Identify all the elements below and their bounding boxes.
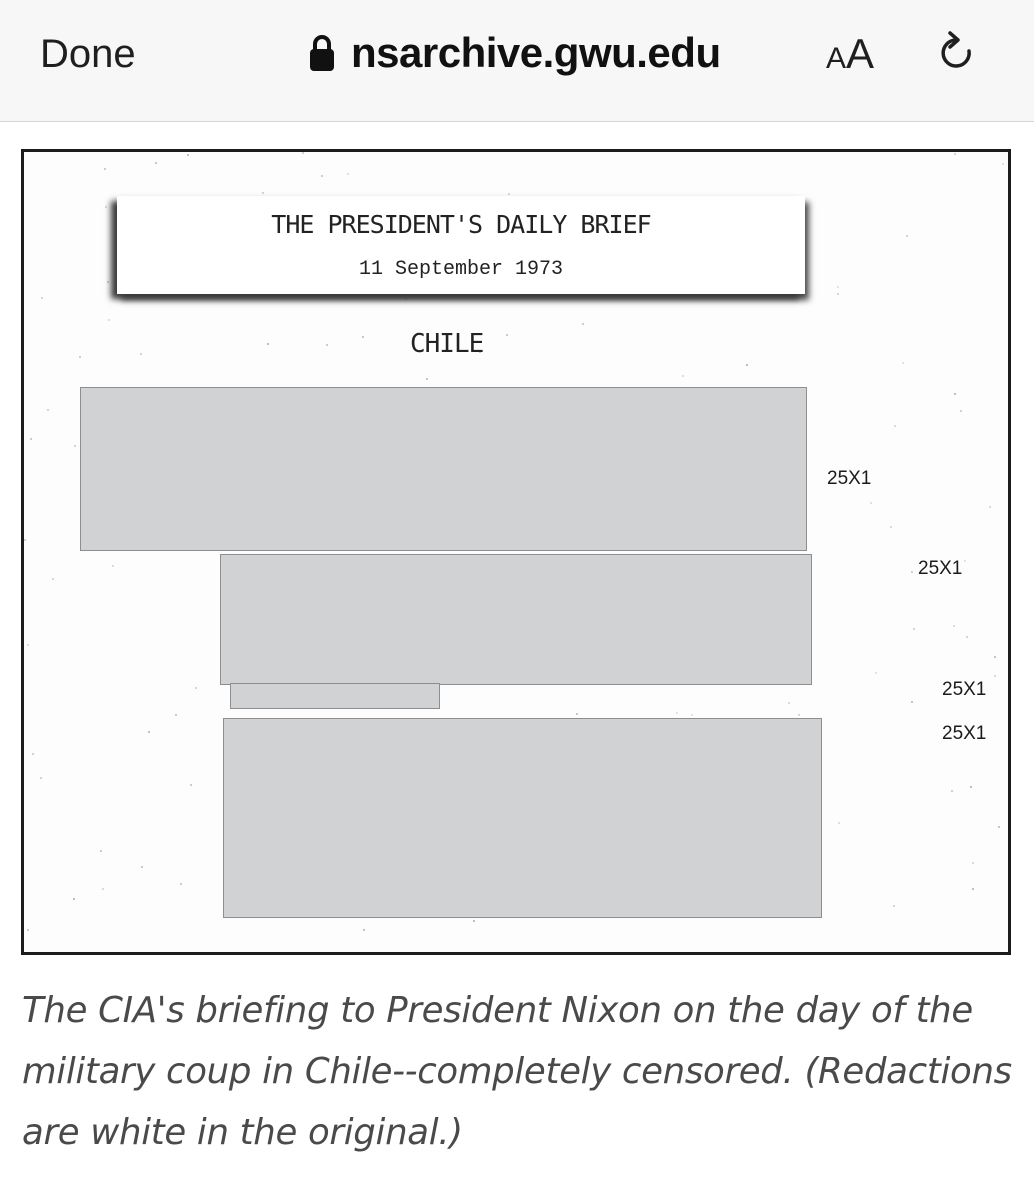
scan-speck — [906, 235, 908, 237]
scan-speck — [913, 628, 915, 630]
brief-title: THE PRESIDENT'S DAILY BRIEF — [271, 210, 651, 239]
scan-speck — [972, 862, 974, 864]
scan-speck — [107, 281, 109, 283]
scan-speck — [989, 506, 991, 508]
scan-speck — [155, 162, 157, 164]
scan-speck — [347, 173, 349, 175]
redaction-code: 25X1 — [942, 723, 987, 744]
scan-speck — [426, 378, 428, 380]
scan-speck — [911, 571, 913, 573]
browser-toolbar — [0, 0, 1034, 122]
scan-speck — [190, 784, 192, 786]
url-text: nsarchive.gwu.edu — [351, 29, 721, 76]
scan-speck — [73, 898, 75, 900]
scan-speck — [576, 713, 578, 715]
scan-speck — [894, 425, 896, 427]
scan-speck — [951, 790, 953, 792]
redaction-code: 25X1 — [942, 679, 987, 700]
scan-speck — [837, 293, 839, 295]
scan-speck — [24, 539, 26, 541]
scan-speck — [964, 560, 966, 562]
scan-speck — [40, 777, 42, 779]
scan-speck — [953, 625, 955, 627]
scan-speck — [187, 154, 189, 156]
scan-speck — [893, 905, 895, 907]
scan-speck — [582, 323, 584, 325]
scan-speck — [140, 353, 142, 355]
scan-speck — [175, 714, 177, 716]
document-image — [21, 149, 1011, 955]
redaction-block — [230, 683, 440, 709]
brief-date: 11 September 1973 — [358, 258, 564, 281]
scan-speck — [960, 410, 962, 412]
scan-speck — [890, 526, 892, 528]
image-caption: The CIA's briefing to President Nixon on the day of the military coup in Chile--completely censored. (Redactions are white in the original.) — [22, 990, 1012, 1153]
scan-speck — [473, 920, 475, 922]
scan-speck — [691, 714, 693, 716]
scan-speck — [52, 578, 54, 580]
scan-speck — [47, 409, 49, 411]
scan-speck — [105, 206, 107, 208]
scan-speck — [746, 364, 748, 366]
scan-speck — [966, 636, 968, 638]
scan-speck — [148, 731, 150, 733]
section-heading: CHILE — [410, 329, 484, 359]
reload-icon[interactable] — [936, 30, 980, 78]
redaction-block — [220, 554, 812, 685]
scan-speck — [141, 866, 143, 868]
scan-speck — [30, 438, 32, 440]
redaction-code: 25X1 — [918, 558, 963, 579]
scan-speck — [506, 334, 508, 336]
scan-speck — [798, 714, 800, 716]
scan-speck — [972, 888, 974, 890]
scan-speck — [788, 702, 790, 704]
scan-speck — [994, 656, 996, 658]
scan-speck — [875, 672, 877, 674]
scan-speck — [405, 298, 407, 300]
scan-speck — [998, 826, 1000, 828]
scan-speck — [321, 175, 323, 177]
scan-speck — [902, 362, 904, 364]
title-box — [117, 196, 805, 294]
scan-speck — [870, 502, 872, 504]
scan-speck — [100, 850, 102, 852]
scan-speck — [32, 753, 34, 755]
scan-speck — [837, 286, 839, 288]
lock-icon — [307, 33, 337, 73]
redaction-block — [223, 718, 822, 918]
scan-speck — [954, 393, 956, 395]
scan-speck — [79, 356, 81, 358]
scan-speck — [302, 152, 304, 154]
scan-speck — [195, 687, 197, 689]
scan-speck — [682, 375, 684, 377]
scan-speck — [27, 929, 29, 931]
scan-speck — [180, 883, 182, 885]
scan-speck — [108, 319, 110, 321]
scan-speck — [838, 822, 840, 824]
text-size-small-label: A — [826, 42, 847, 75]
scan-speck — [1002, 163, 1004, 165]
scan-speck — [267, 343, 269, 345]
scan-speck — [41, 297, 43, 299]
text-size-button[interactable] — [826, 30, 874, 88]
scan-speck — [954, 153, 956, 155]
scan-speck — [326, 344, 328, 346]
scan-speck — [362, 336, 364, 338]
scan-speck — [27, 644, 29, 646]
scan-speck — [102, 888, 104, 890]
scan-speck — [74, 445, 76, 447]
scan-speck — [911, 701, 913, 703]
scan-speck — [363, 929, 365, 931]
done-button[interactable]: Done — [40, 32, 136, 76]
scan-speck — [112, 565, 114, 567]
scan-speck — [994, 675, 996, 677]
address-bar[interactable] — [307, 28, 721, 78]
redaction-block — [80, 387, 807, 551]
scan-speck — [262, 192, 264, 194]
redaction-code: 25X1 — [827, 468, 872, 489]
scan-speck — [970, 786, 972, 788]
scan-speck — [676, 712, 678, 714]
text-size-big-label: A — [846, 30, 875, 77]
scan-speck — [508, 193, 510, 195]
scan-speck — [104, 168, 106, 170]
